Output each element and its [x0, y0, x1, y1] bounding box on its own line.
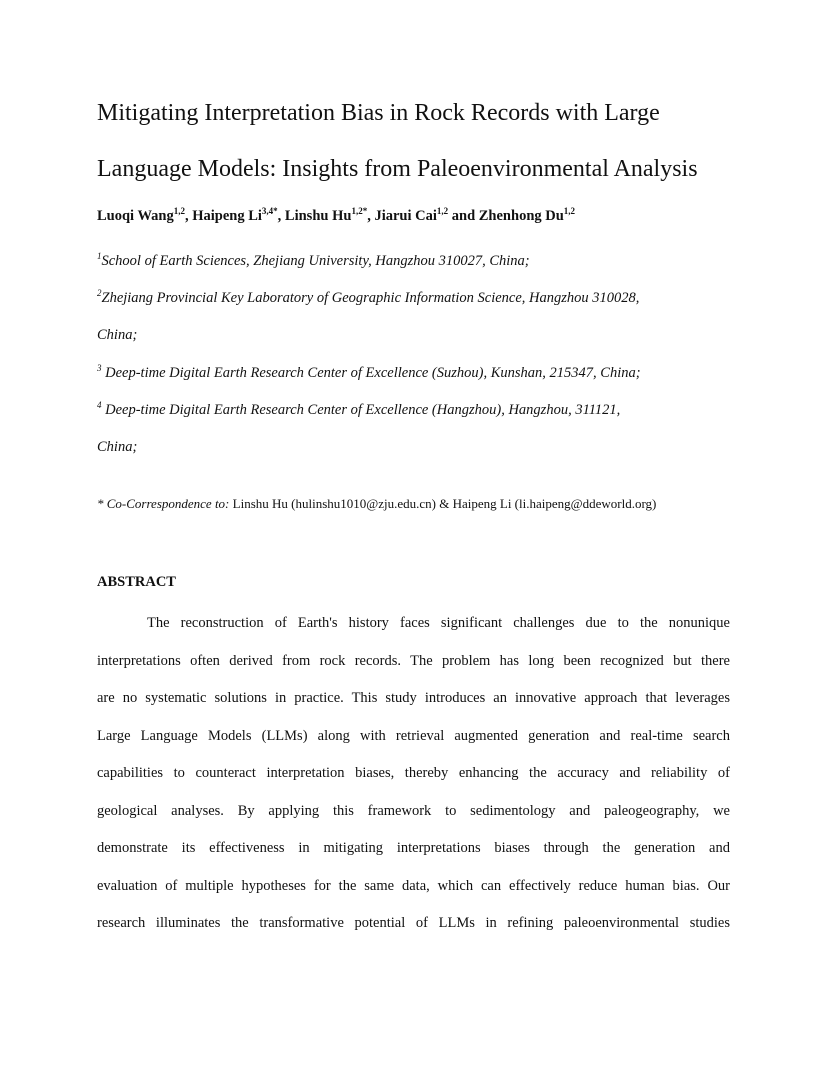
- abstract-line: capabilities to counteract interpretation biases, thereby enhancing the accuracy and reliability of: [97, 765, 730, 781]
- affiliation-4: $^4$ Deep-time Digital Earth Research Center of Excellence (Hangzhou), Hangzhou, 311121, China;: [97, 400, 621, 455]
- abstract-heading: ABSTRACT: [97, 574, 176, 590]
- affiliation-2: $^2$Zhejiang Provincial Key Laboratory of Geographic Information Science, Hangzhou 310028, China;: [97, 288, 640, 343]
- abstract-line: demonstrate its effectiveness in mitigating interpretations biases through the generation and: [97, 840, 730, 856]
- abstract-line: Large Language Models (LLMs) along with retrieval augmented generation and real-time search: [97, 727, 730, 744]
- affiliation-3: $^3$ Deep-time Digital Earth Research Center of Excellence (Suzhou), Kunshan, 215347, China;: [97, 363, 641, 381]
- paper-title: [97, 85, 757, 197]
- author-list: [97, 206, 737, 225]
- abstract-line: research illuminates the transformative potential of LLMs in refining paleoenvironmental studies: [97, 915, 730, 931]
- title-line-2: Language Models: Insights from Paleoenvironmental Analysis: [97, 156, 698, 182]
- abstract-body: [97, 605, 730, 943]
- abstract-line: are no systematic solutions in practice. This study introduces an innovative approach that leverages: [97, 690, 730, 706]
- author: Luoqi Wang$^{1,2}$,: [97, 206, 193, 224]
- author: Linshu $Hu^{1,2*}$,: [284, 206, 375, 224]
- correspondence-text: Linshu Hu (hulinshu1010@zju.edu.cn) & Haipeng Li (li.haipeng@ddeworld.org): [229, 496, 657, 511]
- correspondence-note: [97, 496, 737, 512]
- abstract-line: geological analyses. By applying this framework to sedimentology and paleogeography, we: [97, 802, 730, 819]
- author: Zhenhong Du$^{1,2}$: [478, 206, 576, 224]
- title-line-1: Mitigating Interpretation Bias in Rock Records with Large: [97, 100, 660, 126]
- affiliation-1: $^1$School of Earth Sciences, Zhejiang University, Hangzhou 310027, China;: [97, 251, 530, 269]
- abstract-line: evaluation of multiple hypotheses for the same data, which can effectively reduce human bias. Our: [97, 877, 730, 894]
- abstract-line: The reconstruction of Earth's history faces significant challenges due to the nonunique: [147, 615, 730, 631]
- author: Jiarui Cai$^{1,2}$ and: [374, 206, 479, 224]
- correspondence-label: * Co-Correspondence to:: [97, 496, 230, 511]
- author: Haipeng $Li^{3,4*}$,: [192, 206, 285, 224]
- abstract-line: interpretations often derived from rock records. The problem has long been recognized but there: [97, 652, 730, 669]
